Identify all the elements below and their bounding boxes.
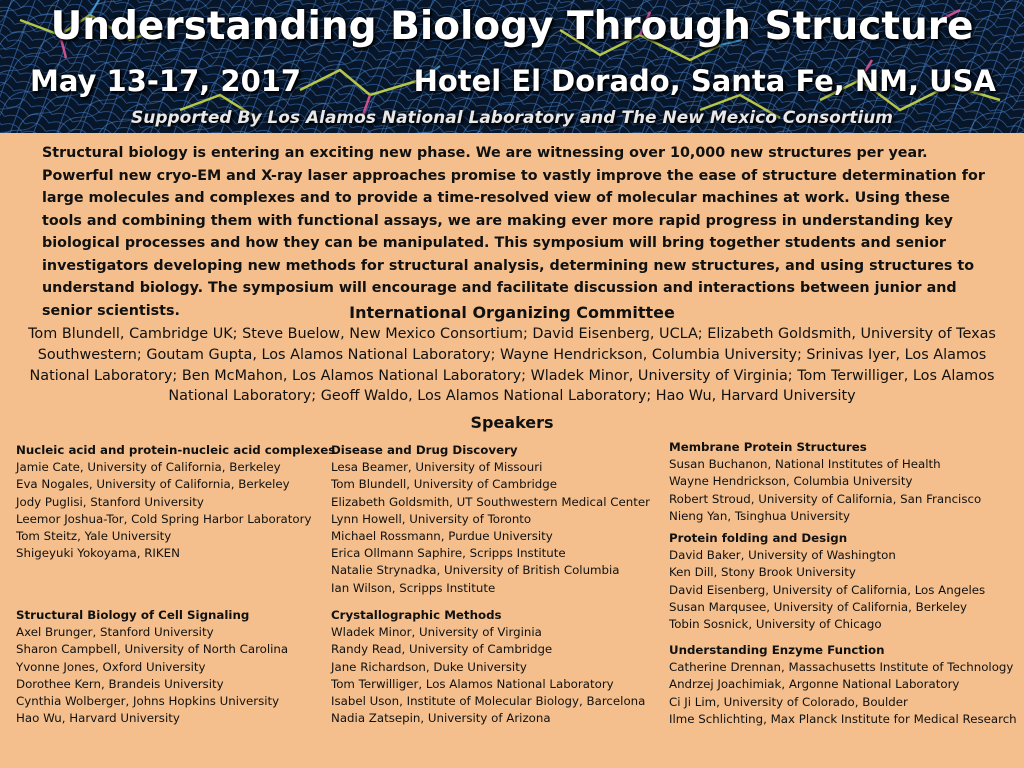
speaker: David Baker, University of Washington <box>669 548 896 563</box>
speaker: Leemor Joshua-Tor, Cold Spring Harbor Laboratory <box>16 511 312 526</box>
speaker: Jamie Cate, University of California, Berkeley <box>16 460 281 475</box>
speaker: Randy Read, University of Cambridge <box>331 642 553 657</box>
session-title: Nucleic acid and protein-nucleic acid complexes <box>16 443 336 457</box>
speakers-heading: Speakers <box>470 413 554 432</box>
speaker: Ian Wilson, Scripps Institute <box>331 580 496 595</box>
speaker: David Eisenberg, University of California, Los Angeles <box>669 582 986 597</box>
speaker: Erica Ollmann Saphire, Scripps Institute <box>331 546 566 561</box>
session-membrane-proteins <box>669 439 981 525</box>
speaker: Ken Dill, Stony Brook University <box>669 565 856 580</box>
session-drug-discovery <box>331 442 650 597</box>
session-title: Understanding Enzyme Function <box>669 643 885 657</box>
speaker: Axel Brunger, Stanford University <box>16 625 214 640</box>
speaker: Tom Terwilliger, Los Alamos National Laboratory <box>331 676 614 691</box>
speaker: Jane Richardson, Duke University <box>331 659 527 674</box>
speaker: Lesa Beamer, University of Missouri <box>331 460 543 475</box>
speaker: Shigeyuki Yokoyama, RIKEN <box>16 546 180 561</box>
speaker: Cynthia Wolberger, Johns Hopkins University <box>16 694 280 709</box>
header-banner <box>0 0 1024 133</box>
intro-paragraph: Structural biology is entering an exciting new phase. We are witnessing over 10,000 new structures per year. Powerful new cryo-EM and X-ray laser approaches promise to vastly improve the ease of structure determination for large molecules and complexes and to provide a time-resolved view of molecular machines at work. Using these tools and combining them with functional assays, we are making ever more rapid progress in understanding key biological processes and how they can be manipulated. This symposium will bring together students and senior investigators developing new methods for structural analysis, determining new structures, and using structures to understand biology. The symposium will encourage and facilitate discussion and interactions between junior and senior scientists. <box>42 145 985 319</box>
speaker: Andrzej Joachimiak, Argonne National Laboratory <box>669 677 960 692</box>
speaker: Wladek Minor, University of Virginia <box>331 625 542 640</box>
speaker: Wayne Hendrickson, Columbia University <box>669 474 913 489</box>
session-title: Crystallographic Methods <box>331 608 502 622</box>
committee-heading: International Organizing Committee <box>349 303 675 322</box>
speaker: Ci Ji Lim, University of Colorado, Boulder <box>669 694 908 709</box>
session-cell-signaling <box>16 607 288 727</box>
speaker: Ilme Schlichting, Max Planck Institute for Medical Research <box>669 711 1017 726</box>
session-crystallographic-methods <box>331 607 645 727</box>
sponsor-line: Supported By Los Alamos National Laboratory and The New Mexico Consortium <box>130 108 894 128</box>
speaker: Nieng Yan, Tsinghua University <box>669 508 850 523</box>
speaker: Dorothee Kern, Brandeis University <box>16 676 224 691</box>
session-title: Protein folding and Design <box>669 531 848 545</box>
session-nucleic-acid <box>16 442 335 562</box>
speaker: Tom Steitz, Yale University <box>16 529 172 544</box>
session-title: Structural Biology of Cell Signaling <box>16 608 250 622</box>
speaker: Elizabeth Goldsmith, UT Southwestern Medical Center <box>331 494 650 509</box>
speaker: Susan Buchanon, National Institutes of Health <box>669 457 941 472</box>
speaker: Isabel Uson, Institute of Molecular Biology, Barcelona <box>331 694 646 709</box>
speaker: Yvonne Jones, Oxford University <box>16 659 206 674</box>
speaker: Tobin Sosnick, University of Chicago <box>669 617 882 632</box>
speaker: Robert Stroud, University of California, San Francisco <box>669 491 982 506</box>
speaker: Nadia Zatsepin, University of Arizona <box>331 711 551 726</box>
committee-members: Tom Blundell, Cambridge UK; Steve Buelow, New Mexico Consortium; David Eisenberg, UCLA; Elizabeth Goldsmith, University of Texas Southwestern; Goutam Gupta, Los Alamos National Laboratory; Wayne Hendrickson, Columbia University; Srinivas Iyer, Los Alamos National Laboratory; Ben McMahon, Los Alamos National Laboratory; Wladek Minor, University of Virginia; Tom Terwilliger, Los Alamos National Laboratory; Geoff Waldo, Los Alamos National Laboratory; Hao Wu, Harvard University <box>28 326 996 405</box>
conference-dates: May 13-17, 2017 <box>30 64 302 98</box>
speaker: Lynn Howell, University of Toronto <box>331 511 532 526</box>
session-protein-folding <box>669 530 985 633</box>
speaker: Tom Blundell, University of Cambridge <box>331 477 557 492</box>
speaker: Michael Rossmann, Purdue University <box>331 529 553 544</box>
speaker: Jody Puglisi, Stanford University <box>16 494 204 509</box>
speaker: Eva Nogales, University of California, Berkeley <box>16 477 290 492</box>
session-enzyme-function <box>669 642 1017 728</box>
speaker: Natalie Strynadka, University of British Columbia <box>331 563 620 578</box>
conference-title: Understanding Biology Through Structure <box>50 4 974 49</box>
speaker: Hao Wu, Harvard University <box>16 711 180 726</box>
speaker: Susan Marqusee, University of California, Berkeley <box>669 599 968 614</box>
speaker: Catherine Drennan, Massachusetts Institute of Technology <box>669 660 1014 675</box>
session-title: Disease and Drug Discovery <box>331 443 518 457</box>
conference-venue: Hotel El Dorado, Santa Fe, NM, USA <box>413 64 996 98</box>
speaker: Sharon Campbell, University of North Carolina <box>16 642 289 657</box>
session-title: Membrane Protein Structures <box>669 440 867 454</box>
